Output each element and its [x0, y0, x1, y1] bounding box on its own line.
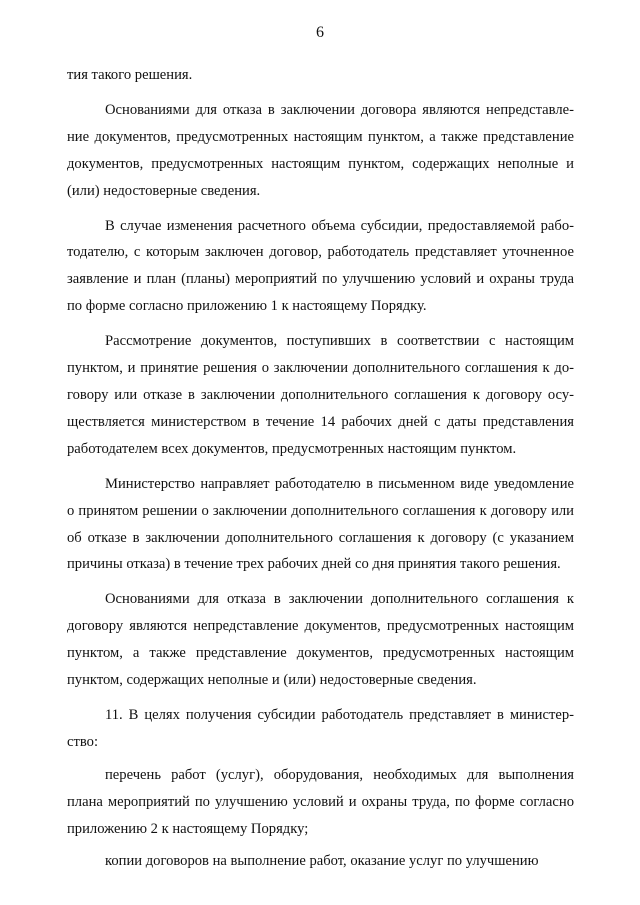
paragraph-contract-copies: копии договоров на выполнение работ, оказание услуг по улучшению — [105, 853, 539, 870]
page-number: 6 — [316, 24, 324, 41]
paragraph-contract-refusal-grounds: Основаниями для отказа в заключении договора являются непредставление документов, предусмотренных настоящим пунктом, а также представление документов, предусмотренных настоящим пунктом, содержащих неполные и (или) недостоверные сведения. — [67, 101, 574, 199]
paragraph-subsidy-volume-change: В случае изменения расчетного объема субсидии, предоставляемой работодателю, с которым заключен договор, работодатель представляет уточненное заявление и план (планы) мероприятий по улучшению условий и охраны труда по форме согласно приложению 1 к настоящему Порядку. — [67, 217, 574, 315]
paragraph-works-list: перечень работ (услуг), оборудования, необходимых для выполнения плана мероприятий по улучшению условий и охраны труда, по форме согласно приложению 2 к настоящему Порядку; — [67, 766, 574, 837]
paragraph-continuation: тия такого решения. — [67, 67, 193, 83]
paragraph-supplementary-refusal-grounds: Основаниями для отказа в заключении дополнительного соглашения к договору являются непредставление документов, предусмотренных настоящим пунктом, а также представление документов, предусмотренных настоящим пунктом, содержащих неполные и (или) недостоверные сведения. — [67, 591, 574, 689]
paragraph-documents-review: Рассмотрение документов, поступивших в соответствии с настоящим пунктом, и принятие решения о заключении дополнительного соглашения к договору или отказе в заключении дополнительного соглашения к договору осуществляется министерством в течение 14 рабочих дней с даты представления работодателем всех документов, предусмотренных настоящим пунктом. — [67, 333, 574, 457]
paragraph-ministry-notification: Министерство направляет работодателю в письменном виде уведомление о принятом решении о заключении дополнительного соглашения к договору или об отказе в заключении дополнительного соглашения к договору (с указанием причины отказа) в течение трех рабочих дней со дня принятия такого решения. — [67, 475, 574, 573]
document-body — [67, 62, 574, 881]
paragraph-item-11: 11. В целях получения субсидии работодатель представляет в министерство: — [67, 706, 574, 750]
